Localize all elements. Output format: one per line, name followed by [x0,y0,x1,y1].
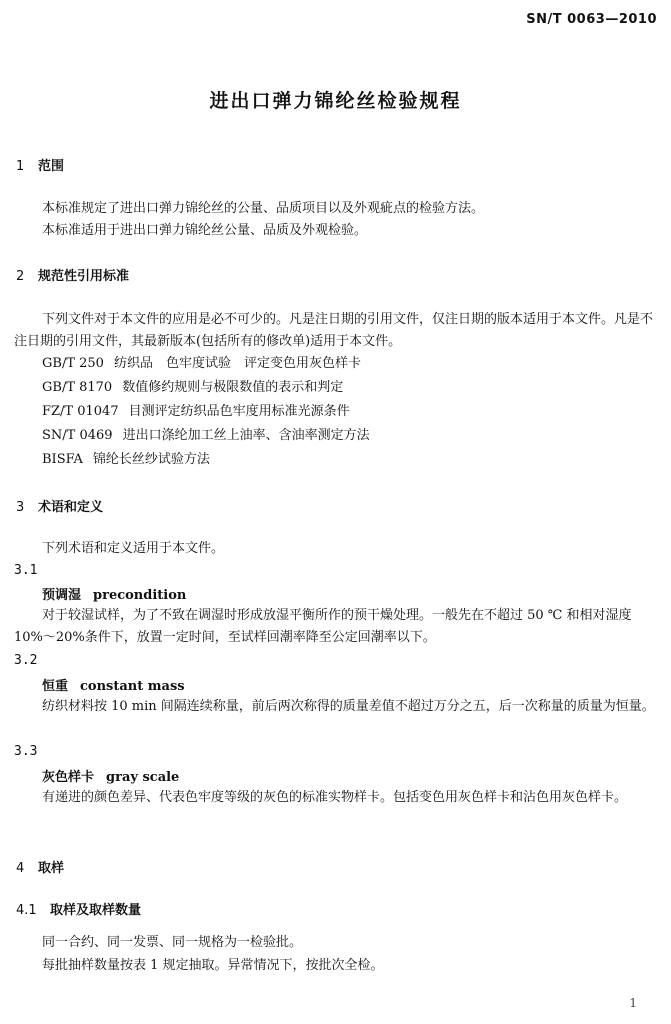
section-number: 1 [16,159,25,174]
terms-intro: 下列术语和定义适用于本文件。 [42,541,225,556]
section-number: 4 [16,861,25,876]
subsection-number: 4.1 [16,903,37,918]
subsection-4-1-heading [16,899,141,918]
term-zh: 预调湿 [42,588,82,603]
standard-code: SN/T 0063—2010 [526,12,657,27]
term-number: 3.1 [14,563,38,578]
ref-title: 目测评定纺织品色牢度用标准光源条件 [128,404,350,419]
term-zh: 恒重 [42,679,69,694]
ref-item [42,449,210,471]
section-1-heading [16,155,64,174]
ref-code: GB/T 8170 [42,380,113,395]
ref-item [42,377,343,399]
section-number: 2 [16,269,25,284]
term-definition: 纺织材料按 10 min 间隔连续称量，前后两次称得的质量差值不超过万分之五，后一次称量的质量为恒量。 [42,699,655,714]
section-2-heading [16,265,129,284]
term-zh: 灰色样卡 [42,770,95,785]
refs-intro: 下列文件对于本文件的应用是必不可少的。凡是注日期的引用文件，仅注日期的版本适用于本文件。凡是不注日期的引用文件，其最新版本(包括所有的修改单)适用于本文件。 [14,312,654,349]
page-number: 1 [629,996,637,1010]
sampling-para-2: 每批抽样数量按表 1 规定抽取。异常情况下，按批次全检。 [42,958,384,973]
ref-code: FZ/T 01047 [42,404,119,419]
term-heading [42,766,179,785]
sampling-para-1: 同一合约、同一发票、同一规格为一检验批。 [42,935,303,950]
section-title: 取样 [38,861,65,876]
ref-item [42,425,370,447]
section-number: 3 [16,500,25,515]
ref-title: 纺织品 色牢度试验 评定变色用灰色样卡 [113,356,361,371]
term-definition: 有递进的颜色差异、代表色牢度等级的灰色的标准实物样卡。包括变色用灰色样卡和沾色用灰色样卡。 [42,790,628,805]
ref-code: GB/T 250 [42,356,104,371]
term-number: 3.2 [14,653,38,668]
ref-title: 锦纶长丝纱试验方法 [92,452,210,467]
section-3-heading [16,496,103,515]
ref-title: 数值修约规则与极限数值的表示和判定 [122,380,344,395]
ref-title: 进出口涤纶加工丝上油率、含油率测定方法 [122,428,370,443]
term-en: gray scale [106,770,180,785]
section-title: 术语和定义 [38,500,104,515]
term-definition: 对于较湿试样，为了不致在调湿时形成放湿平衡所作的预干燥处理。一般先在不超过 50 ℃ 和相对湿度 10%～20%条件下，放置一定时间，至试样回潮率降至公定回潮率以下。 [14,608,632,645]
term-number: 3.3 [14,744,38,759]
term-en: constant mass [80,679,185,694]
term-heading [42,675,185,694]
ref-code: SN/T 0469 [42,428,113,443]
subsection-title: 取样及取样数量 [50,903,142,918]
section-title: 规范性引用标准 [38,269,130,284]
section-title: 范围 [38,159,65,174]
ref-item [42,401,350,423]
document-title: 进出口弹力锦纶丝检验规程 [209,90,462,112]
ref-item [42,353,361,375]
ref-code: BISFA [42,452,83,467]
scope-para-1: 本标准规定了进出口弹力锦纶丝的公量、品质项目以及外观疵点的检验方法。 [42,201,485,216]
section-4-heading [16,857,64,876]
scope-para-2: 本标准适用于进出口弹力锦纶丝公量、品质及外观检验。 [42,223,368,238]
term-heading [42,584,186,603]
term-en: precondition [93,588,187,603]
